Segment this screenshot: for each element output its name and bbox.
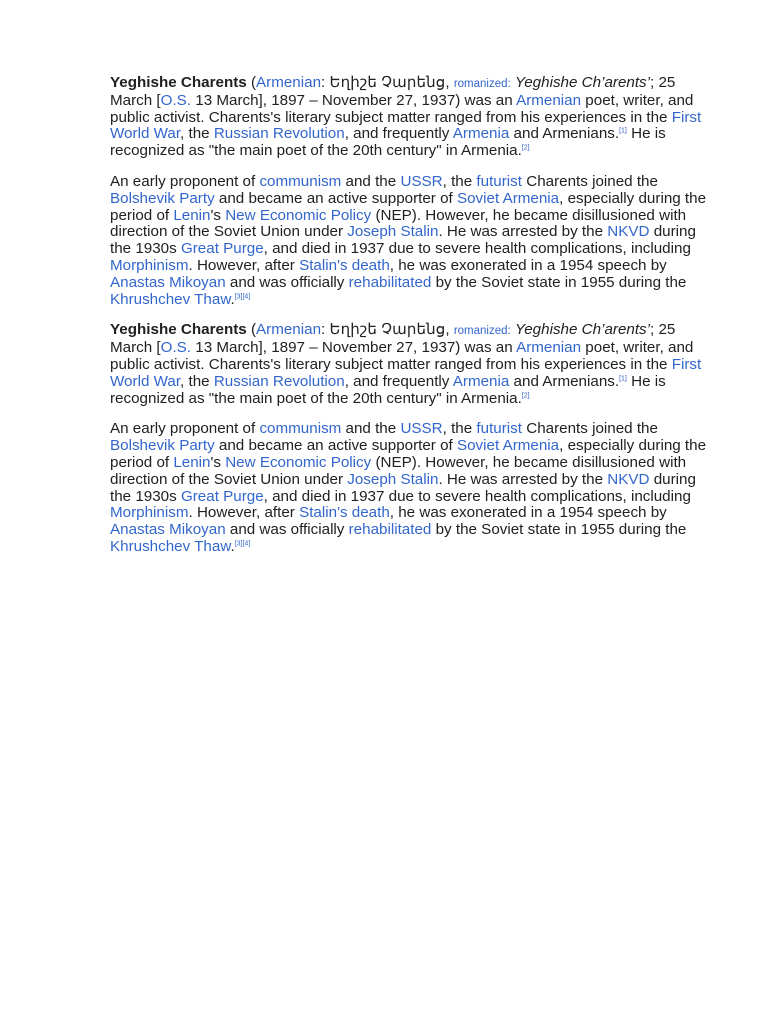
communism-link[interactable]: communism <box>259 420 342 438</box>
reference-3[interactable]: [3] <box>234 540 243 548</box>
armenian-language-link[interactable]: Armenian <box>256 74 322 91</box>
old-style-link[interactable]: O.S. <box>160 339 192 357</box>
rehabilitated-link[interactable]: rehabilitated <box>348 521 432 539</box>
stalins-death-link[interactable]: Stalin's death <box>299 504 390 522</box>
bolshevik-party-link[interactable]: Bolshevik Party <box>110 189 215 207</box>
rehabilitated-link[interactable]: rehabilitated <box>348 273 432 291</box>
reference-4[interactable]: [4] <box>242 292 251 300</box>
reference-1[interactable]: [1] <box>619 127 627 135</box>
nkvd-link[interactable]: NKVD <box>607 223 650 241</box>
lenin-link[interactable]: Lenin <box>173 206 211 224</box>
career-paragraph: An early proponent of communism and the USSR, the futurist Charents joined the Bolshevik Party and became an active supporter of Soviet Armenia, especially during the period of Lenin's New Economic Policy (NEP). However, he became disillusioned with direction of the Soviet Union under Joseph Stalin. He was arrested by the NKVD during the 1930s Great Purge, and died in 1937 due to severe health complications, including Morphinism. However, after Stalin's death, he was exonerated in a 1954 speech by Anastas Mikoyan and was officially rehabilitated by the Soviet state in 1955 during the Khrushchev Thaw.[3][4] <box>110 420 707 555</box>
first-world-war-link[interactable]: First World War <box>110 108 702 143</box>
reference-2[interactable]: [2] <box>521 144 530 152</box>
soviet-armenia-link[interactable]: Soviet Armenia <box>456 189 560 207</box>
romanized-name: Yeghishe Ch’arents’ <box>514 321 651 339</box>
armenia-link[interactable]: Armenia <box>452 125 510 143</box>
first-world-war-link[interactable]: First World War <box>110 355 702 390</box>
anastas-mikoyan-link[interactable]: Anastas Mikoyan <box>110 521 226 539</box>
khrushchev-thaw-link[interactable]: Khrushchev Thaw <box>110 290 231 308</box>
romanized-link[interactable]: romanized: <box>453 325 511 338</box>
reference-2[interactable]: [2] <box>521 391 530 399</box>
old-style-link[interactable]: O.S. <box>160 91 192 109</box>
communism-link[interactable]: communism <box>259 172 342 190</box>
armenian-language-link[interactable]: Armenian <box>256 321 322 339</box>
reference-1[interactable]: [1] <box>619 375 627 383</box>
ussr-link[interactable]: USSR <box>400 172 443 190</box>
article-body <box>110 75 716 570</box>
intro-paragraph: Yeghishe Charents (Armenian: Եղիշե Չարենց, romanized: Yeghishe Ch’arents’; 25 March [O.S. 13 March], 1897 – November 27, 1937) was an Armenian poet, writer, and public activist. Charents's literary subject matter ranged from his experiences in the First World War, the Russian Revolution, and frequently Armenia and Armenians.[1] He is recognized as "the main poet of the 20th century" in Armenia.[2] <box>110 74 702 160</box>
ussr-link[interactable]: USSR <box>400 420 443 438</box>
anastas-mikoyan-link[interactable]: Anastas Mikoyan <box>110 273 226 291</box>
bolshevik-party-link[interactable]: Bolshevik Party <box>110 437 215 455</box>
joseph-stalin-link[interactable]: Joseph Stalin <box>347 470 439 488</box>
lenin-link[interactable]: Lenin <box>173 453 211 471</box>
great-purge-link[interactable]: Great Purge <box>180 487 264 505</box>
morphinism-link[interactable]: Morphinism <box>110 504 189 522</box>
futurist-link[interactable]: futurist <box>476 172 522 190</box>
article-subject: Yeghishe Charents <box>110 321 247 339</box>
great-purge-link[interactable]: Great Purge <box>180 240 264 258</box>
soviet-armenia-link[interactable]: Soviet Armenia <box>456 437 560 455</box>
nkvd-link[interactable]: NKVD <box>607 470 650 488</box>
romanized-link[interactable]: romanized: <box>453 78 511 90</box>
new-economic-policy-link[interactable]: New Economic Policy <box>225 206 372 224</box>
stalins-death-link[interactable]: Stalin's death <box>299 256 390 274</box>
armenian-people-link[interactable]: Armenian <box>516 339 582 357</box>
joseph-stalin-link[interactable]: Joseph Stalin <box>347 223 439 241</box>
article-subject: Yeghishe Charents <box>110 74 247 91</box>
romanized-name: Yeghishe Ch’arents’ <box>514 74 651 91</box>
khrushchev-thaw-link[interactable]: Khrushchev Thaw <box>110 537 231 555</box>
morphinism-link[interactable]: Morphinism <box>110 256 189 274</box>
reference-4[interactable]: [4] <box>242 540 251 548</box>
career-paragraph: An early proponent of communism and the USSR, the futurist Charents joined the Bolshevik Party and became an active supporter of Soviet Armenia, especially during the period of Lenin's New Economic Policy (NEP). However, he became disillusioned with direction of the Soviet Union under Joseph Stalin. He was arrested by the NKVD during the 1930s Great Purge, and died in 1937 due to severe health complications, including Morphinism. However, after Stalin's death, he was exonerated in a 1954 speech by Anastas Mikoyan and was officially rehabilitated by the Soviet state in 1955 during the Khrushchev Thaw.[3][4] <box>110 172 707 308</box>
futurist-link[interactable]: futurist <box>476 420 522 438</box>
reference-3[interactable]: [3] <box>234 292 243 300</box>
armenian-people-link[interactable]: Armenian <box>516 91 582 109</box>
intro-paragraph: Yeghishe Charents (Armenian: Եղիշե Չարենց, romanized: Yeghishe Ch’arents’; 25 March [O.S. 13 March], 1897 – November 27, 1937) was an Armenian poet, writer, and public activist. Charents's literary subject matter ranged from his experiences in the First World War, the Russian Revolution, and frequently Armenia and Armenians.[1] He is recognized as "the main poet of the 20th century" in Armenia.[2] <box>110 321 702 407</box>
russian-revolution-link[interactable]: Russian Revolution <box>213 372 345 390</box>
new-economic-policy-link[interactable]: New Economic Policy <box>225 453 372 471</box>
russian-revolution-link[interactable]: Russian Revolution <box>213 125 345 143</box>
armenia-link[interactable]: Armenia <box>452 372 510 390</box>
